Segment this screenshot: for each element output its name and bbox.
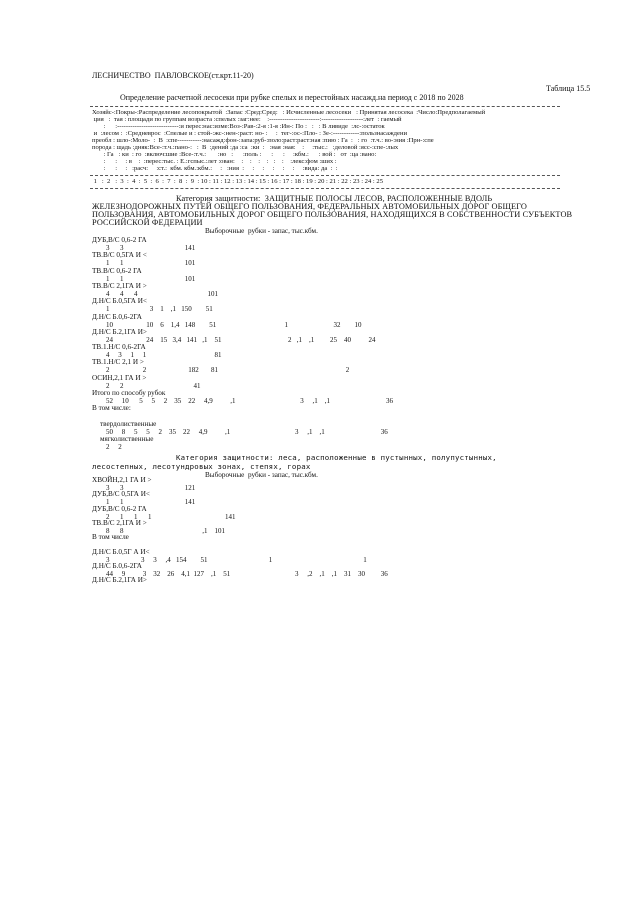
table-number: Таблица 15.5 (546, 84, 591, 93)
header-line: ция : тая : площади по группам возраста :спелых :заг:нее: :-----------------------:-------------------:лет : гаемый (92, 116, 402, 123)
row-label: ДУБ,В/С 0,5ГА И< (92, 490, 150, 499)
row-values: 2 2 (106, 442, 122, 451)
row-values: 4 4 4 101 (106, 289, 218, 298)
row-values: 2 2 182 81 2 (106, 366, 350, 375)
column-numbers: 1 : 2 : 3 : 4 : 5 : 6 : 7 : 8 : 9 : 10 : 11 : 12 : 13 : 14 : 15 : 16 : 17 : 18 : 19 : 20 : 21 : 22 : 23 : 24 : 25 (92, 178, 383, 185)
category-line: РОССИЙСКОЙ ФЕДЕРАЦИИ (92, 218, 203, 227)
header-line: : : : в : :перес:тыс. : Е.:гспыс.:лет :ован: : : : : : : :лекс:фом :ших : (92, 158, 337, 165)
header-line: Хозяйс-:Покры-:Распределение лесопокрытой :Запас :Сред:Сред: : Исчисленные лесосеки : Принятая лесосека :Число:Предполагаемый (92, 109, 486, 116)
row-label: мягколиственные (100, 434, 154, 443)
row-values: 10 10 6 1,4 148 51 1 32 10 (106, 320, 362, 329)
category-line: Категория защитности: леса, расположенные в пустынных, полупустынных, (176, 453, 497, 462)
row-label: ТВ.В/С 0,6-2 ГА (92, 266, 142, 275)
category-line: ЖЕЛЕЗНОДОРОЖНЫХ ПУТЕЙ ОБЩЕГО ПОЛЬЗОВАНИЯ, ФЕДЕРАЛЬНЫХ АВТОМОБИЛЬНЫХ ДОРОГ ОБЩЕГО (92, 202, 527, 211)
row-values: 8 8 ,1 101 (106, 526, 225, 535)
row-label: твердолиственные (100, 419, 157, 428)
row-label: Д.Н/С Б.0,6-2ГА (92, 561, 142, 570)
row-label: Д.Н/С Б.0,5ГА И< (92, 297, 147, 306)
forestry-title: ЛЕСНИЧЕСТВО ПАВЛОВСКОЕ(ст.крт.11-20) (92, 71, 254, 80)
rule-top (90, 106, 560, 107)
header-line: : Га : ки : го :включ:шие :Все-:т.ч.: :но : :поль : : : :кбм.: : вой : от :ца :вано: (92, 151, 377, 158)
header-line: порода : щадь :дняк:Все-:т.ч.:пано-: : В :дений :да :са :ки : :ная :ная: : :тыс.: :деловой :ясс-:спе-:лых (92, 144, 399, 151)
row-values: 1 3 1 ,1 150 51 (106, 305, 213, 314)
section-subtitle: Выборочные рубки - запас, тыс.кбм. (205, 227, 318, 235)
rule-mid (90, 175, 560, 176)
row-label: ТВ.В/С 2,1ГА И > (92, 281, 147, 290)
row-label: ОСИН,2,1 ГА И > (92, 373, 147, 382)
row-label: ТВ.1.Н/С 2,1 И > (92, 358, 144, 367)
row-values: 52 10 5 5 2 35 22 4,9 ,1 3 ,1 ,1 36 (106, 397, 393, 405)
header-line: и :лесом : :Средневрос :Спелые и : стой-:жс-:нен-:раст: но- : : тег-:ос-:Пло- : Зе-:------------:пользнасаждени (92, 130, 407, 137)
row-values: 1 1 101 (106, 274, 196, 283)
row-values: 3 3 121 (106, 484, 196, 492)
row-values: 24 24 15 3,4 141 ,1 51 2 ,1 ,1 25 40 24 (106, 335, 376, 344)
header-line: преобл : шло-:Моло- : В :спе-----------:насажд:фон-:запа:руб-:поло:раст:раст:ная :пию : Га : : го :т.ч.: во-:ния :Прн-:спе (92, 137, 434, 144)
row-values: 50 8 5 5 2 35 22 4,9 ,1 3 ,1 ,1 36 (106, 427, 388, 436)
row-values: 2 2 41 (106, 381, 201, 390)
row-values: 1 1 141 (106, 498, 196, 507)
header-line: : :----------------------------:и перес:нас:изме:Воз-:Рав-:2-я :1-я :Ин-: По : : : В ливиде :лс-:остаток (92, 123, 385, 130)
section-subtitle: Выборочные рубки - запас, тыс.кбм. (205, 471, 318, 479)
row-values: 4 3 1 1 81 (106, 351, 222, 360)
category-line: лесостепных, лесотундровых зонах, степях, горах (92, 462, 311, 471)
row-label: В том числе: (92, 404, 131, 413)
row-values: 1 1 101 (106, 259, 196, 268)
row-values: 44 9 3 32 26 4,1 127 ,1 51 3 ,2 ,1 ,1 31 30 36 (106, 569, 388, 578)
row-label: ТВ.1.Н/С 0,6-2ГА (92, 343, 146, 352)
row-label: В том числе (92, 533, 129, 542)
row-label: Д.Н/С Б.0,6-2ГА (92, 312, 142, 321)
row-label: ДУБ,В/С 0,6-2 ГА (92, 504, 147, 513)
row-values: 2 1 1 1 141 (106, 512, 236, 521)
row-values: 3 3 3 ,4 154 51 1 1 (106, 555, 367, 564)
row-label: Итого по способу рубок (92, 389, 166, 397)
category-line: Категория защитности: ЗАЩИТНЫЕ ПОЛОСЫ ЛЕСОВ, РАСПОЛОЖЕННЫЕ ВДОЛЬ (176, 194, 493, 203)
row-label: ТВ.В/С 2,1ГА И > (92, 518, 147, 527)
row-label: Д.Н/С Б.2,1ГА И> (92, 327, 147, 336)
row-values: 3 3 141 (106, 244, 196, 252)
row-label: Д.Н/С Б.2,1ГА И> (92, 576, 147, 585)
category-line: ПОЛЬЗОВАНИЯ, АВТОМОБИЛЬНЫХ ДОРОГ ОБЩЕГО ПОЛЬЗОВАНИЯ, НАХОДЯЩИХСЯ В СОБСТВЕННОСТИ СУБЪЕКТОВ (92, 210, 573, 219)
header-line: : : : :расч: :ст.: кбм. кбм.:кбм.: : :ния : : : : : : :вида: да : : (92, 165, 338, 172)
row-label: Д.Н/С Б.0,5Г А И< (92, 547, 150, 556)
table-title: Определение расчетной лесосеки при рубке спелых и перестойных насажд.на период с 2018 по 2028 (120, 93, 464, 102)
row-label: ХВОЙН,2,1 ГА И > (92, 476, 152, 484)
row-label: ТВ.В/С 0,5ГА И < (92, 251, 147, 260)
row-label: ДУБ,В/С 0,6-2 ГА (92, 236, 147, 244)
rule-bottom (90, 188, 560, 189)
